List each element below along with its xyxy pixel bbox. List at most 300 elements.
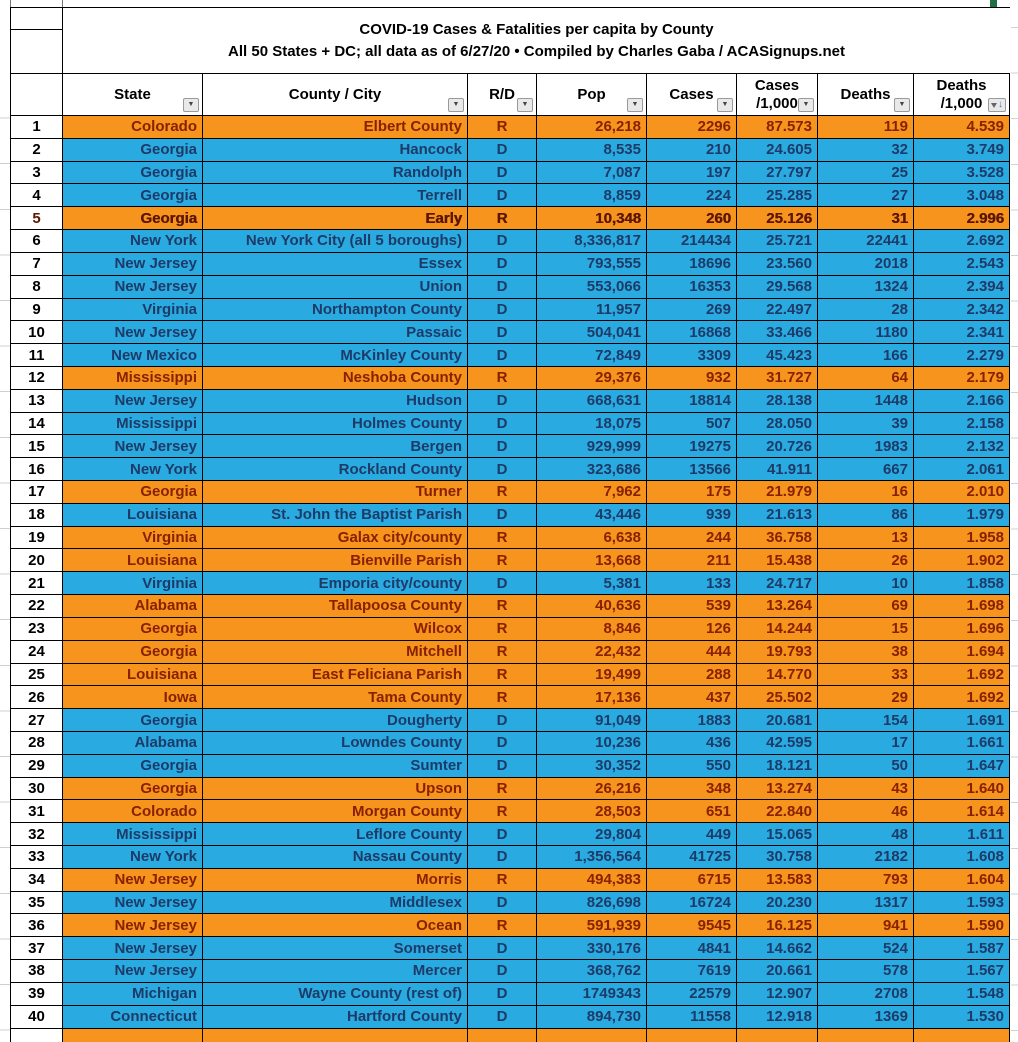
deaths-cell[interactable]: 26 [818, 549, 914, 571]
row-number-cell[interactable]: 15 [11, 435, 63, 457]
state-cell[interactable]: Georgia [63, 778, 203, 800]
cases-cell[interactable]: 9545 [647, 914, 737, 936]
party-cell[interactable]: R [468, 664, 537, 686]
deaths-per-1000-cell[interactable]: 1.567 [914, 960, 1010, 982]
deaths-cell[interactable]: 33 [818, 664, 914, 686]
state-cell[interactable]: New Mexico [63, 344, 203, 366]
state-cell[interactable]: Iowa [63, 686, 203, 708]
row-number-cell[interactable]: 5 [11, 207, 63, 229]
row-number-cell[interactable]: 37 [11, 937, 63, 959]
row-number-cell[interactable]: 18 [11, 504, 63, 526]
deaths-cell[interactable]: 166 [818, 344, 914, 366]
pop-cell[interactable]: 368,762 [537, 960, 647, 982]
pop-cell[interactable]: 29,376 [537, 367, 647, 389]
pop-cell[interactable]: 5,381 [537, 572, 647, 594]
cases-per-1000-cell[interactable]: 23.560 [737, 253, 818, 275]
pop-cell[interactable]: 7,962 [537, 481, 647, 503]
cases-cell[interactable]: 16868 [647, 321, 737, 343]
deaths-per-1000-cell[interactable]: 2.692 [914, 230, 1010, 252]
deaths-per-1000-cell[interactable]: 2.279 [914, 344, 1010, 366]
filter-dropdown-icon[interactable]: ▼ [798, 98, 814, 112]
party-cell[interactable]: R [468, 207, 537, 229]
county-cell[interactable]: Morgan County [203, 800, 468, 822]
party-cell[interactable]: D [468, 846, 537, 868]
cases-cell[interactable]: 16724 [647, 892, 737, 914]
state-cell[interactable]: Georgia [63, 139, 203, 161]
party-cell[interactable]: D [468, 823, 537, 845]
county-cell[interactable]: Lowndes County [203, 732, 468, 754]
state-cell[interactable]: Michigan [63, 983, 203, 1005]
pop-cell[interactable]: 591,939 [537, 914, 647, 936]
header-state[interactable] [63, 74, 203, 115]
party-cell[interactable]: D [468, 983, 537, 1005]
state-cell[interactable]: Mississippi [63, 823, 203, 845]
state-cell[interactable]: Alabama [63, 595, 203, 617]
state-cell[interactable]: New Jersey [63, 960, 203, 982]
deaths-per-1000-cell[interactable]: 1.611 [914, 823, 1010, 845]
county-cell[interactable]: Hancock [203, 139, 468, 161]
row-number-cell[interactable]: 13 [11, 390, 63, 412]
state-cell[interactable]: New Jersey [63, 435, 203, 457]
state-cell[interactable]: New Jersey [63, 321, 203, 343]
row-number-cell[interactable]: 21 [11, 572, 63, 594]
county-cell[interactable]: Northampton County [203, 299, 468, 321]
party-cell[interactable]: D [468, 709, 537, 731]
deaths-per-1000-cell[interactable]: 2.158 [914, 413, 1010, 435]
empty-cell[interactable] [63, 1029, 203, 1042]
deaths-per-1000-cell[interactable]: 1.604 [914, 869, 1010, 891]
deaths-cell[interactable]: 2708 [818, 983, 914, 1005]
deaths-cell[interactable]: 1317 [818, 892, 914, 914]
deaths-cell[interactable]: 119 [818, 116, 914, 138]
party-cell[interactable]: D [468, 184, 537, 206]
empty-cell[interactable] [818, 1029, 914, 1042]
pop-cell[interactable]: 11,957 [537, 299, 647, 321]
deaths-cell[interactable]: 48 [818, 823, 914, 845]
cases-cell[interactable]: 16353 [647, 276, 737, 298]
county-cell[interactable]: Upson [203, 778, 468, 800]
row-number-cell[interactable]: 6 [11, 230, 63, 252]
state-cell[interactable]: Virginia [63, 299, 203, 321]
pop-cell[interactable]: 7,087 [537, 162, 647, 184]
deaths-per-1000-cell[interactable]: 1.614 [914, 800, 1010, 822]
party-cell[interactable]: D [468, 390, 537, 412]
cases-cell[interactable]: 3309 [647, 344, 737, 366]
state-cell[interactable]: Virginia [63, 527, 203, 549]
row-number-cell[interactable]: 30 [11, 778, 63, 800]
cases-per-1000-cell[interactable]: 14.662 [737, 937, 818, 959]
party-cell[interactable]: D [468, 344, 537, 366]
county-cell[interactable]: Emporia city/county [203, 572, 468, 594]
header-cases-per-1000[interactable] [737, 74, 818, 115]
cases-cell[interactable]: 348 [647, 778, 737, 800]
state-cell[interactable]: Colorado [63, 800, 203, 822]
deaths-per-1000-cell[interactable]: 2.341 [914, 321, 1010, 343]
cases-per-1000-cell[interactable]: 22.497 [737, 299, 818, 321]
state-cell[interactable]: New Jersey [63, 914, 203, 936]
party-cell[interactable]: R [468, 686, 537, 708]
sheet-title-cell[interactable] [63, 8, 1010, 73]
county-cell[interactable]: Elbert County [203, 116, 468, 138]
pop-cell[interactable]: 29,804 [537, 823, 647, 845]
cases-per-1000-cell[interactable]: 16.125 [737, 914, 818, 936]
row-number-cell[interactable]: 2 [11, 139, 63, 161]
county-cell[interactable]: Hartford County [203, 1006, 468, 1028]
cases-per-1000-cell[interactable]: 20.681 [737, 709, 818, 731]
county-cell[interactable]: Union [203, 276, 468, 298]
county-cell[interactable]: Tallapoosa County [203, 595, 468, 617]
row-number-cell[interactable] [11, 1029, 63, 1042]
county-cell[interactable]: Mitchell [203, 641, 468, 663]
pop-cell[interactable]: 72,849 [537, 344, 647, 366]
deaths-cell[interactable]: 1369 [818, 1006, 914, 1028]
deaths-cell[interactable]: 50 [818, 755, 914, 777]
cases-cell[interactable]: 211 [647, 549, 737, 571]
header-pop[interactable] [537, 74, 647, 115]
deaths-cell[interactable]: 1324 [818, 276, 914, 298]
county-cell[interactable]: Turner [203, 481, 468, 503]
cases-cell[interactable]: 224 [647, 184, 737, 206]
cases-cell[interactable]: 175 [647, 481, 737, 503]
header-rd[interactable] [468, 74, 537, 115]
deaths-per-1000-cell[interactable]: 2.132 [914, 435, 1010, 457]
deaths-per-1000-cell[interactable]: 1.694 [914, 641, 1010, 663]
cases-per-1000-cell[interactable]: 25.502 [737, 686, 818, 708]
row-number-cell[interactable]: 17 [11, 481, 63, 503]
deaths-cell[interactable]: 32 [818, 139, 914, 161]
cases-per-1000-cell[interactable]: 19.793 [737, 641, 818, 663]
state-cell[interactable]: New Jersey [63, 892, 203, 914]
row-number-cell[interactable]: 22 [11, 595, 63, 617]
pop-cell[interactable]: 28,503 [537, 800, 647, 822]
party-cell[interactable]: D [468, 732, 537, 754]
pop-cell[interactable]: 8,846 [537, 618, 647, 640]
state-cell[interactable]: New Jersey [63, 869, 203, 891]
deaths-per-1000-cell[interactable]: 2.394 [914, 276, 1010, 298]
cases-cell[interactable]: 932 [647, 367, 737, 389]
party-cell[interactable]: D [468, 435, 537, 457]
party-cell[interactable]: D [468, 892, 537, 914]
pop-cell[interactable]: 793,555 [537, 253, 647, 275]
state-cell[interactable]: Virginia [63, 572, 203, 594]
cases-per-1000-cell[interactable]: 28.138 [737, 390, 818, 412]
empty-cell[interactable] [647, 1029, 737, 1042]
deaths-cell[interactable]: 10 [818, 572, 914, 594]
deaths-per-1000-cell[interactable]: 1.958 [914, 527, 1010, 549]
row-number-cell[interactable]: 32 [11, 823, 63, 845]
row-number-cell[interactable]: 39 [11, 983, 63, 1005]
party-cell[interactable]: R [468, 800, 537, 822]
deaths-per-1000-cell[interactable]: 2.179 [914, 367, 1010, 389]
cases-per-1000-cell[interactable]: 20.661 [737, 960, 818, 982]
deaths-per-1000-cell[interactable]: 1.593 [914, 892, 1010, 914]
state-cell[interactable]: Georgia [63, 184, 203, 206]
pop-cell[interactable]: 30,352 [537, 755, 647, 777]
cases-cell[interactable]: 437 [647, 686, 737, 708]
state-cell[interactable]: Georgia [63, 641, 203, 663]
party-cell[interactable]: D [468, 162, 537, 184]
cases-cell[interactable]: 939 [647, 504, 737, 526]
deaths-cell[interactable]: 793 [818, 869, 914, 891]
county-cell[interactable]: Mercer [203, 960, 468, 982]
row-number-cell[interactable]: 34 [11, 869, 63, 891]
empty-cell[interactable] [914, 1029, 1010, 1042]
state-cell[interactable]: New Jersey [63, 253, 203, 275]
state-cell[interactable]: New York [63, 846, 203, 868]
cases-per-1000-cell[interactable]: 22.840 [737, 800, 818, 822]
header-deaths-per-1000[interactable] [914, 74, 1010, 115]
state-cell[interactable]: Georgia [63, 162, 203, 184]
row-number-cell[interactable]: 40 [11, 1006, 63, 1028]
cases-per-1000-cell[interactable]: 12.918 [737, 1006, 818, 1028]
cases-cell[interactable]: 1883 [647, 709, 737, 731]
pop-cell[interactable]: 13,668 [537, 549, 647, 571]
filter-dropdown-icon[interactable]: ▼ [448, 98, 464, 112]
deaths-per-1000-cell[interactable]: 2.996 [914, 207, 1010, 229]
county-cell[interactable]: East Feliciana Parish [203, 664, 468, 686]
cases-per-1000-cell[interactable]: 24.717 [737, 572, 818, 594]
cases-cell[interactable]: 214434 [647, 230, 737, 252]
county-cell[interactable]: Leflore County [203, 823, 468, 845]
deaths-cell[interactable]: 29 [818, 686, 914, 708]
pop-cell[interactable]: 18,075 [537, 413, 647, 435]
cases-cell[interactable]: 6715 [647, 869, 737, 891]
cases-per-1000-cell[interactable]: 21.979 [737, 481, 818, 503]
pop-cell[interactable]: 668,631 [537, 390, 647, 412]
pop-cell[interactable]: 494,383 [537, 869, 647, 891]
row-number-cell[interactable]: 20 [11, 549, 63, 571]
deaths-per-1000-cell[interactable]: 2.342 [914, 299, 1010, 321]
party-cell[interactable]: D [468, 960, 537, 982]
row-number-cell[interactable]: 16 [11, 458, 63, 480]
county-cell[interactable]: Morris [203, 869, 468, 891]
pop-cell[interactable]: 26,218 [537, 116, 647, 138]
deaths-cell[interactable]: 64 [818, 367, 914, 389]
party-cell[interactable]: R [468, 641, 537, 663]
cases-cell[interactable]: 41725 [647, 846, 737, 868]
empty-cell[interactable] [203, 1029, 468, 1042]
deaths-cell[interactable]: 27 [818, 184, 914, 206]
deaths-cell[interactable]: 22441 [818, 230, 914, 252]
row-number-cell[interactable]: 33 [11, 846, 63, 868]
filter-dropdown-icon[interactable]: ▼ [627, 98, 643, 112]
pop-cell[interactable]: 10,236 [537, 732, 647, 754]
cases-cell[interactable]: 288 [647, 664, 737, 686]
cases-cell[interactable]: 126 [647, 618, 737, 640]
cases-cell[interactable]: 269 [647, 299, 737, 321]
cases-cell[interactable]: 13566 [647, 458, 737, 480]
deaths-per-1000-cell[interactable]: 1.902 [914, 549, 1010, 571]
corner-header-cell[interactable] [11, 74, 63, 115]
pop-cell[interactable]: 91,049 [537, 709, 647, 731]
county-cell[interactable]: Neshoba County [203, 367, 468, 389]
pop-cell[interactable]: 19,499 [537, 664, 647, 686]
cases-cell[interactable]: 449 [647, 823, 737, 845]
state-cell[interactable]: Georgia [63, 755, 203, 777]
cases-per-1000-cell[interactable]: 14.244 [737, 618, 818, 640]
deaths-cell[interactable]: 39 [818, 413, 914, 435]
cases-cell[interactable]: 4841 [647, 937, 737, 959]
deaths-per-1000-cell[interactable]: 3.528 [914, 162, 1010, 184]
cases-per-1000-cell[interactable]: 13.583 [737, 869, 818, 891]
state-cell[interactable]: New York [63, 458, 203, 480]
empty-cell[interactable] [11, 30, 62, 73]
county-cell[interactable]: Middlesex [203, 892, 468, 914]
county-cell[interactable]: Sumter [203, 755, 468, 777]
state-cell[interactable]: Louisiana [63, 664, 203, 686]
state-cell[interactable]: Georgia [63, 709, 203, 731]
cases-per-1000-cell[interactable]: 15.065 [737, 823, 818, 845]
party-cell[interactable]: D [468, 937, 537, 959]
filter-sorted-descending-icon[interactable] [988, 98, 1006, 112]
county-cell[interactable]: Holmes County [203, 413, 468, 435]
row-number-cell[interactable]: 3 [11, 162, 63, 184]
cases-per-1000-cell[interactable]: 45.423 [737, 344, 818, 366]
county-cell[interactable]: Randolph [203, 162, 468, 184]
county-cell[interactable]: McKinley County [203, 344, 468, 366]
deaths-per-1000-cell[interactable]: 1.590 [914, 914, 1010, 936]
row-number-cell[interactable]: 10 [11, 321, 63, 343]
state-cell[interactable]: New Jersey [63, 390, 203, 412]
state-cell[interactable]: Georgia [63, 207, 203, 229]
state-cell[interactable]: Colorado [63, 116, 203, 138]
deaths-per-1000-cell[interactable]: 2.543 [914, 253, 1010, 275]
empty-cell[interactable] [11, 8, 62, 30]
cases-per-1000-cell[interactable]: 15.438 [737, 549, 818, 571]
deaths-cell[interactable]: 2182 [818, 846, 914, 868]
deaths-cell[interactable]: 86 [818, 504, 914, 526]
party-cell[interactable]: R [468, 778, 537, 800]
cases-cell[interactable]: 507 [647, 413, 737, 435]
cases-per-1000-cell[interactable]: 13.274 [737, 778, 818, 800]
cases-per-1000-cell[interactable]: 30.758 [737, 846, 818, 868]
row-number-cell[interactable]: 19 [11, 527, 63, 549]
cases-cell[interactable]: 550 [647, 755, 737, 777]
cases-per-1000-cell[interactable]: 27.797 [737, 162, 818, 184]
county-cell[interactable]: Wayne County (rest of) [203, 983, 468, 1005]
row-number-cell[interactable]: 4 [11, 184, 63, 206]
cases-per-1000-cell[interactable]: 42.595 [737, 732, 818, 754]
pop-cell[interactable]: 43,446 [537, 504, 647, 526]
deaths-cell[interactable]: 38 [818, 641, 914, 663]
deaths-cell[interactable]: 43 [818, 778, 914, 800]
cases-per-1000-cell[interactable]: 14.770 [737, 664, 818, 686]
pop-cell[interactable]: 553,066 [537, 276, 647, 298]
deaths-cell[interactable]: 13 [818, 527, 914, 549]
header-deaths[interactable] [818, 74, 914, 115]
party-cell[interactable]: R [468, 549, 537, 571]
county-cell[interactable]: Nassau County [203, 846, 468, 868]
pop-cell[interactable]: 330,176 [537, 937, 647, 959]
deaths-per-1000-cell[interactable]: 1.647 [914, 755, 1010, 777]
cases-per-1000-cell[interactable]: 28.050 [737, 413, 818, 435]
county-cell[interactable]: Passaic [203, 321, 468, 343]
row-number-cell[interactable]: 14 [11, 413, 63, 435]
cases-cell[interactable]: 539 [647, 595, 737, 617]
cases-per-1000-cell[interactable]: 12.907 [737, 983, 818, 1005]
cases-cell[interactable]: 19275 [647, 435, 737, 457]
deaths-per-1000-cell[interactable]: 1.640 [914, 778, 1010, 800]
county-cell[interactable]: St. John the Baptist Parish [203, 504, 468, 526]
county-cell[interactable]: Terrell [203, 184, 468, 206]
county-cell[interactable]: Early [203, 207, 468, 229]
empty-cell[interactable] [737, 1029, 818, 1042]
cases-cell[interactable]: 133 [647, 572, 737, 594]
deaths-per-1000-cell[interactable]: 1.608 [914, 846, 1010, 868]
state-cell[interactable]: Louisiana [63, 549, 203, 571]
cases-per-1000-cell[interactable]: 87.573 [737, 116, 818, 138]
party-cell[interactable]: R [468, 595, 537, 617]
deaths-cell[interactable]: 1983 [818, 435, 914, 457]
deaths-per-1000-cell[interactable]: 1.698 [914, 595, 1010, 617]
deaths-cell[interactable]: 31 [818, 207, 914, 229]
row-number-cell[interactable]: 38 [11, 960, 63, 982]
pop-cell[interactable]: 826,698 [537, 892, 647, 914]
cases-cell[interactable]: 260 [647, 207, 737, 229]
county-cell[interactable]: Rockland County [203, 458, 468, 480]
party-cell[interactable]: D [468, 1006, 537, 1028]
deaths-per-1000-cell[interactable]: 2.166 [914, 390, 1010, 412]
cases-per-1000-cell[interactable]: 36.758 [737, 527, 818, 549]
cases-cell[interactable]: 7619 [647, 960, 737, 982]
row-number-cell[interactable]: 35 [11, 892, 63, 914]
cases-cell[interactable]: 2296 [647, 116, 737, 138]
deaths-cell[interactable]: 16 [818, 481, 914, 503]
party-cell[interactable]: R [468, 481, 537, 503]
cases-cell[interactable]: 22579 [647, 983, 737, 1005]
deaths-per-1000-cell[interactable]: 2.061 [914, 458, 1010, 480]
state-cell[interactable]: Mississippi [63, 367, 203, 389]
county-cell[interactable]: Essex [203, 253, 468, 275]
deaths-cell[interactable]: 17 [818, 732, 914, 754]
deaths-per-1000-cell[interactable]: 1.696 [914, 618, 1010, 640]
row-number-cell[interactable]: 8 [11, 276, 63, 298]
cases-per-1000-cell[interactable]: 24.605 [737, 139, 818, 161]
deaths-cell[interactable]: 15 [818, 618, 914, 640]
party-cell[interactable]: R [468, 914, 537, 936]
county-cell[interactable]: Galax city/county [203, 527, 468, 549]
party-cell[interactable]: R [468, 116, 537, 138]
deaths-cell[interactable]: 154 [818, 709, 914, 731]
party-cell[interactable]: D [468, 504, 537, 526]
party-cell[interactable]: D [468, 253, 537, 275]
empty-cell[interactable] [537, 1029, 647, 1042]
row-number-cell[interactable]: 23 [11, 618, 63, 640]
pop-cell[interactable]: 17,136 [537, 686, 647, 708]
row-number-cell[interactable]: 28 [11, 732, 63, 754]
row-number-cell[interactable]: 1 [11, 116, 63, 138]
deaths-cell[interactable]: 25 [818, 162, 914, 184]
row-number-cell[interactable]: 25 [11, 664, 63, 686]
cases-cell[interactable]: 651 [647, 800, 737, 822]
pop-cell[interactable]: 8,336,817 [537, 230, 647, 252]
deaths-per-1000-cell[interactable]: 1.530 [914, 1006, 1010, 1028]
party-cell[interactable]: D [468, 458, 537, 480]
party-cell[interactable]: D [468, 230, 537, 252]
deaths-cell[interactable]: 941 [818, 914, 914, 936]
party-cell[interactable]: D [468, 572, 537, 594]
county-cell[interactable]: Hudson [203, 390, 468, 412]
cases-cell[interactable]: 244 [647, 527, 737, 549]
deaths-per-1000-cell[interactable]: 1.979 [914, 504, 1010, 526]
pop-cell[interactable]: 894,730 [537, 1006, 647, 1028]
county-cell[interactable]: New York City (all 5 boroughs) [203, 230, 468, 252]
party-cell[interactable]: D [468, 755, 537, 777]
deaths-cell[interactable]: 2018 [818, 253, 914, 275]
pop-cell[interactable]: 22,432 [537, 641, 647, 663]
row-number-cell[interactable]: 11 [11, 344, 63, 366]
deaths-cell[interactable]: 524 [818, 937, 914, 959]
